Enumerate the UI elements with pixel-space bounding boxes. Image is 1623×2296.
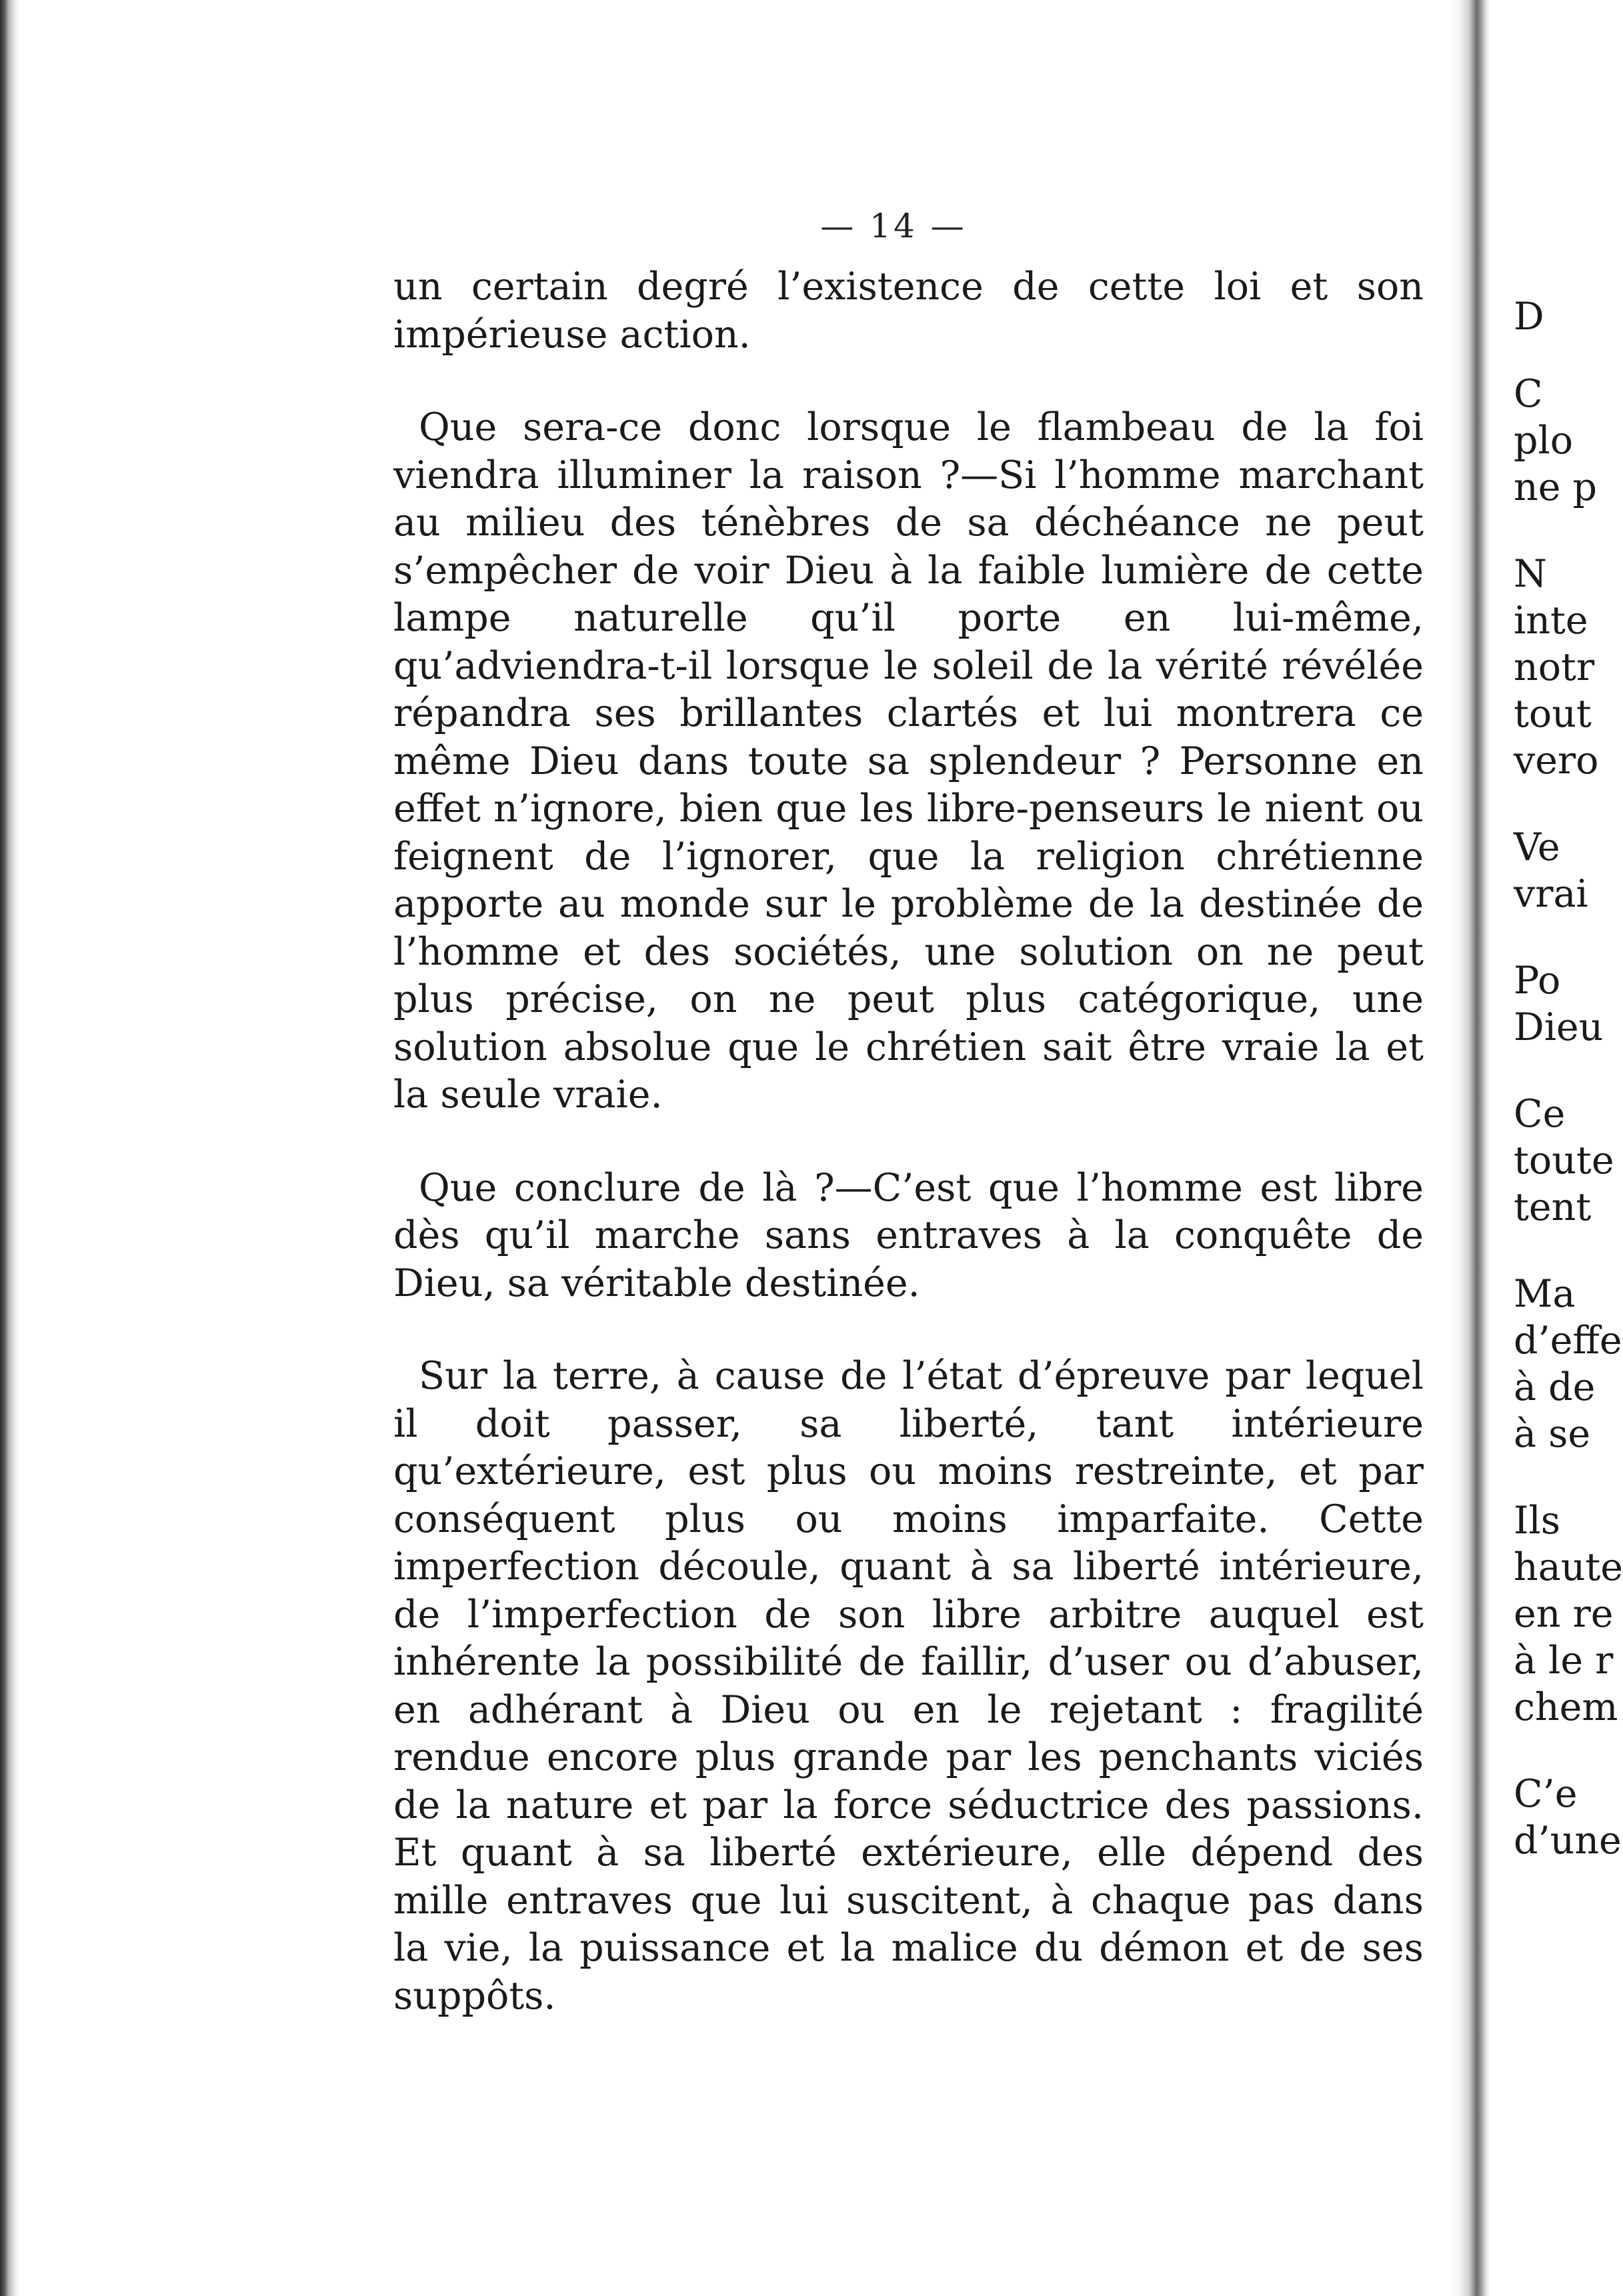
page-body xyxy=(393,263,1424,2065)
facing-page-fragment: ne p xyxy=(1514,465,1598,509)
facing-page-fragment: haute xyxy=(1514,1545,1623,1589)
facing-page-fragment: chem xyxy=(1514,1685,1618,1729)
paragraph: Que sera-ce donc lorsque le flambeau de la foi viendra illuminer la raison ?—Si l’homme marchant au milieu des ténèbres de sa déchéance ne peut s’empêcher de voir Dieu à la faible lumière de cette lampe naturelle qu’il porte en lui-même, qu’adviendra-t-il lorsque le soleil de la vérité révélée répandra ses brillantes clartés et lui montrera ce même Dieu dans toute sa splendeur ? Personne en effet n’ignore, bien que les libre-penseurs le nient ou feignent de l’ignorer, que la religion chrétienne apporte au monde sur le problème de la destinée de l’homme et des sociétés, une solution on ne peut plus précise, on ne peut plus catégorique, une solution absolue que le chrétien sait être vraie la et la seule vraie. xyxy=(393,405,1424,1117)
facing-page-fragment: vrai xyxy=(1514,872,1588,916)
facing-page-fragment: Dieu xyxy=(1514,1005,1604,1049)
facing-page-fragment: Po xyxy=(1514,959,1561,1003)
facing-page-fragment: d’effe xyxy=(1514,1319,1622,1363)
facing-page-fragment: en re xyxy=(1514,1592,1614,1636)
facing-page-fragment: N xyxy=(1514,552,1547,596)
scan-left-edge xyxy=(0,0,20,2296)
facing-page-fragment: notr xyxy=(1514,645,1595,689)
facing-page-fragment: vero xyxy=(1514,739,1599,783)
facing-page-fragment: à de xyxy=(1514,1365,1596,1409)
facing-page-fragment: plo xyxy=(1514,419,1574,463)
facing-page-fragment: toute xyxy=(1514,1139,1614,1183)
facing-page-fragment: d’une xyxy=(1514,1819,1622,1863)
paragraph: Sur la terre, à cause de l’état d’épreuve par lequel il doit passer, sa liberté, tant intérieure qu’extérieure, est plus ou moins restreinte, et par conséquent plus ou moins imparfaite. Cette imperfection découle, quant à sa liberté intérieure, de l’imperfection de son libre arbitre auquel est inhérente la possibilité de faillir, d’user ou d’abuser, en adhérant à Dieu ou en le rejetant : fragilité rendue encore plus grande par les penchants viciés de la nature et par la force séductrice des passions. Et quant à sa liberté extérieure, elle dépend des mille entraves que lui suscitent, à chaque pas dans la vie, la puissance et la malice du démon et de ses suppôts. xyxy=(393,1354,1424,2018)
facing-page-fragment: C xyxy=(1514,372,1543,416)
facing-page-fragment: inte xyxy=(1514,599,1588,643)
facing-page-fragment: C’e xyxy=(1514,1772,1578,1816)
facing-page-fragment: Ma xyxy=(1514,1272,1576,1316)
facing-page-fragment: Ve xyxy=(1514,825,1560,869)
paragraph: Que conclure de là ?—C’est que l’homme est libre dès qu’il marche sans entraves à la conquête de Dieu, sa véritable destinée. xyxy=(393,1165,1424,1305)
facing-page-fragment: tent xyxy=(1514,1185,1592,1229)
facing-page-fragment: Ils xyxy=(1514,1499,1560,1543)
facing-page-fragment: D xyxy=(1514,295,1544,339)
facing-page-fragment: à se xyxy=(1514,1412,1591,1456)
facing-page-fragment: tout xyxy=(1514,692,1592,736)
page-number: — 14 — xyxy=(820,207,967,245)
facing-page-fragment: Ce xyxy=(1514,1092,1566,1136)
facing-page-fragment: à le r xyxy=(1514,1639,1614,1683)
page-gutter xyxy=(1450,0,1490,2296)
paragraph: un certain degré l’existence de cette loi et son impérieuse action. xyxy=(393,265,1424,357)
facing-page xyxy=(1514,0,1623,2296)
